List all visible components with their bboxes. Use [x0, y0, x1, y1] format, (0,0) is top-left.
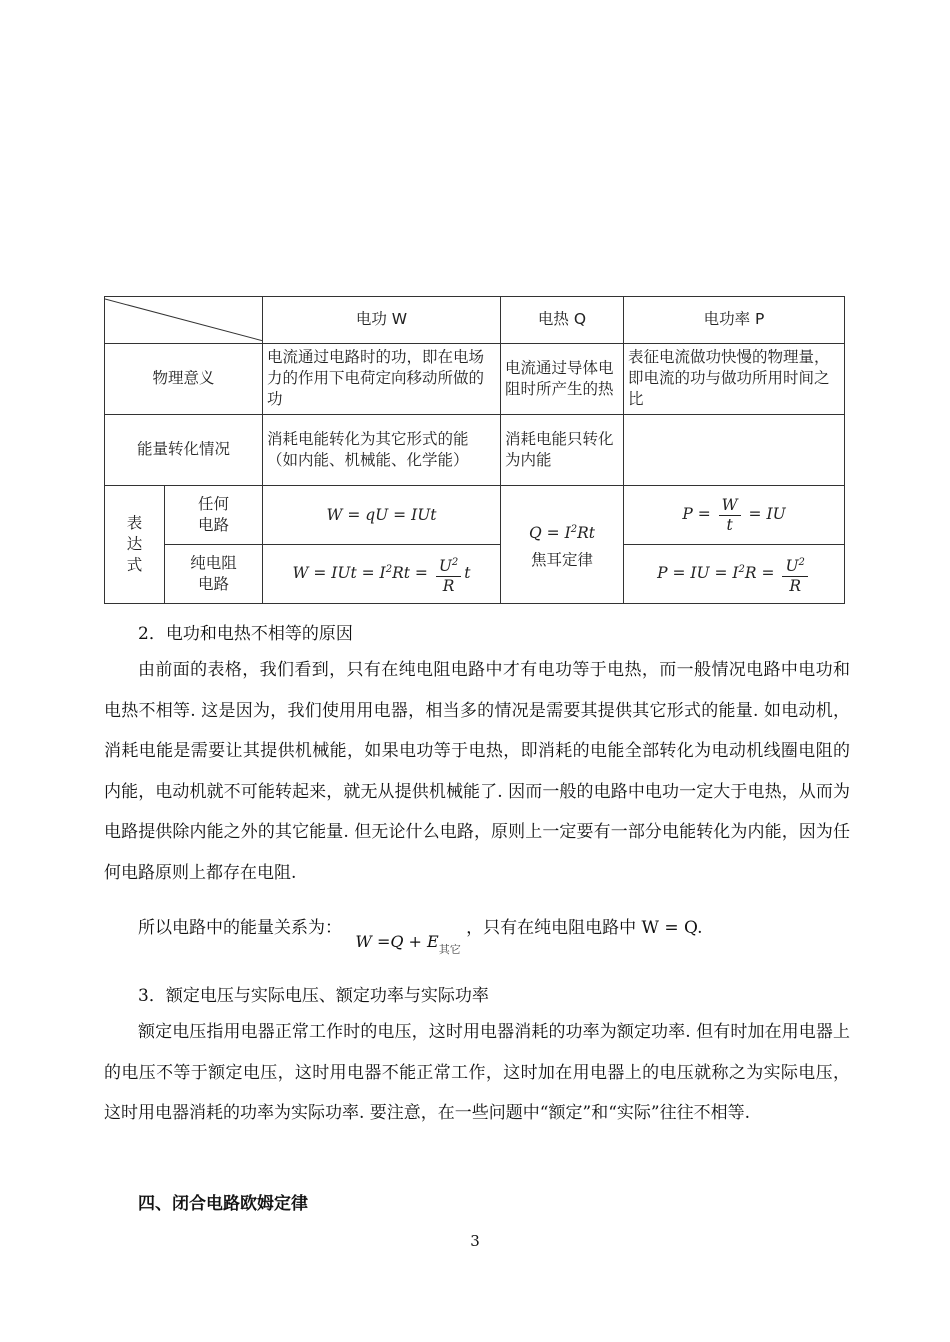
energy-relation-line: 所以电路中的能量关系为： $W =Q + E_{其它}$ ，只有在纯电阻电路中 W = Q.	[138, 918, 703, 956]
formula-heat: $Q = I^2Rt$ 焦耳定律	[501, 486, 624, 604]
comparison-table	[104, 296, 845, 604]
row-label-expression: 表 达 式	[105, 486, 165, 604]
row-label-conversion: 能量转化情况	[105, 414, 263, 486]
conversion-power	[624, 414, 845, 486]
section4-heading: 四、闭合电路欧姆定律	[138, 1194, 308, 1214]
section3-paragraph: 额定电压指用电器正常工作时的电压，这时用电器消耗的功率为额定功率. 但有时加在用电器上的电压不等于额定电压，这时用电器不能正常工作，这时加在用电器上的电压就称之为实际电压，这时用电器消耗的功率为实际功率. 要注意，在一些问题中“额定”和“实际”往往不相等.	[104, 1022, 850, 1123]
label-any-circuit: 任何 电路	[165, 486, 263, 545]
diagonal-line	[105, 297, 262, 343]
energy-relation-equation: $W =Q + E_{其它}$	[355, 932, 461, 956]
formula-work-pure: W = IUt = $I^2Rt$ = $\frac{U^2}{R}$ t	[263, 545, 501, 604]
formula-power-general: P = $\frac{W}{t}$ = IU	[624, 486, 845, 545]
header-heat: 电热 Q	[501, 297, 624, 344]
section2-paragraph: 由前面的表格，我们看到，只有在纯电阻电路中才有电功等于电热，而一般情况电路中电功和电热不相等. 这是因为，我们使用用电器，相当多的情况是需要其提供其它形式的能量. 如电动机，消耗电能是需要让其提供机械能，如果电功等于电热，即消耗的电能全部转化为电动机线圈电阻的内能，电动机就不可能转起来，就无从提供机械能了. 因而一般的电路中电功一定大于电热，从而为电路提供除内能之外的其它能量. 但无论什么电路，原则上一定要有一部分电能转化为内能，因为任何电路原则上都存在电阻.	[104, 660, 850, 883]
meaning-heat: 电流通过导体电阻时所产生的热	[501, 343, 624, 414]
section2-heading: 2．电功和电热不相等的原因	[138, 624, 353, 644]
conversion-heat: 消耗电能只转化为内能	[501, 414, 624, 486]
joule-law-label: 焦耳定律	[530, 550, 593, 569]
row-label-meaning: 物理意义	[105, 343, 263, 414]
page-number: 3	[470, 1232, 480, 1250]
header-work: 电功 W	[263, 297, 501, 344]
meaning-work: 电流通过电路时的功，即在电场力的作用下电荷定向移动所做的功	[263, 343, 501, 414]
diagonal-header-cell	[105, 297, 263, 344]
label-pure-resistance: 纯电阻 电路	[165, 545, 263, 604]
section3-heading: 3．额定电压与实际电压、额定功率与实际功率	[138, 986, 489, 1006]
formula-power-pure: P = IU = $I^2R$ = $\frac{U^2}{R}$	[624, 545, 845, 604]
header-power: 电功率 P	[624, 297, 845, 344]
formula-work-general: W = qU = IUt	[263, 486, 501, 545]
conversion-work: 消耗电能转化为其它形式的能（如内能、机械能、化学能）	[263, 414, 501, 486]
meaning-power: 表征电流做功快慢的物理量，即电流的功与做功所用时间之比	[624, 343, 845, 414]
